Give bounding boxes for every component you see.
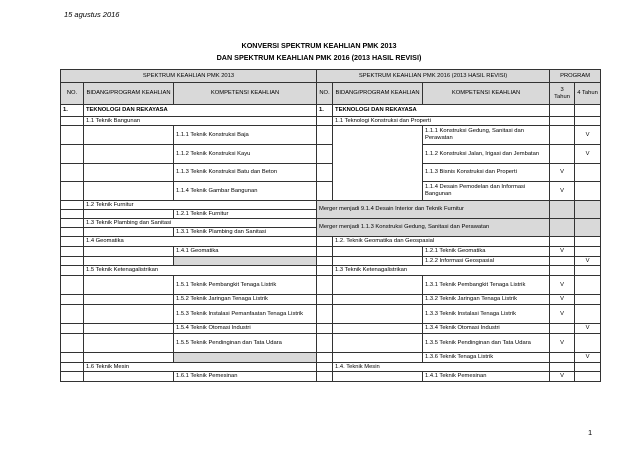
merger-note: Merger menjadi 1.1.3 Konstruksi Gedung, Sanitasi dan Perawatan — [317, 219, 550, 237]
table-row: 1.3 Teknik Plambing dan Sanitasi Merger menjadi 1.1.3 Konstruksi Gedung, Sanitasi dan Perawatan — [61, 219, 601, 228]
table-row: 1.4 Geomatika 1.2. Teknik Geomatika dan Geospasial — [61, 237, 601, 247]
table-row: 1.1.2 Teknik Konstruksi Kayu 1.1.2 Konstruksi Jalan, Irigasi dan Jembatan V — [61, 145, 601, 164]
header-row-2 — [61, 83, 601, 105]
header-bidang: BIDANG/PROGRAM KEAHLIAN — [84, 83, 174, 105]
header-3-tahun: 3 Tahun — [550, 83, 575, 105]
table-row: 1.5.5 Teknik Pendinginan dan Tata Udara 1.3.5 Teknik Pendinginan dan Tata Udara V — [61, 334, 601, 353]
document-date: 15 agustus 2016 — [64, 10, 120, 19]
header-no-2: NO. — [317, 83, 333, 105]
header-spektrum-2016: SPEKTRUM KEAHLIAN PMK 2016 (2013 HASIL REVISI) — [317, 70, 550, 83]
table-row: 1.1.3 Teknik Konstruksi Batu dan Beton 1.1.3 Bisnis Konstruksi dan Properti V — [61, 164, 601, 182]
table-row: 1.2 Teknik Furnitur Merger menjadi 9.1.4 Desain Interior dan Teknik Furnitur — [61, 201, 601, 210]
table-row: 1.6 Teknik Mesin 1.4. Teknik Mesin — [61, 363, 601, 372]
header-row-1 — [61, 70, 601, 83]
header-no: NO. — [61, 83, 84, 105]
table-row: 1.3.1 Teknik Plambing dan Sanitasi — [61, 228, 601, 237]
table-row: 1.5.1 Teknik Pembangkit Tenaga Listrik 1.3.1 Teknik Pembangkit Tenaga Listrik V — [61, 276, 601, 295]
table-row: 1.5.4 Teknik Otomasi Industri 1.3.4 Teknik Otomasi Industri V — [61, 324, 601, 334]
table-row: 1.3.6 Teknik Tenaga Listrik V — [61, 353, 601, 363]
table-row: 1. TEKNOLOGI DAN REKAYASA 1. TEKNOLOGI DAN REKAYASA — [61, 105, 601, 117]
conversion-table — [60, 69, 601, 382]
table-row: 1.4.1 Geomatika 1.2.1 Teknik Geomatika V — [61, 247, 601, 257]
table-row: 1.5.3 Teknik Instalasi Pemanfaatan Tenaga Listrik 1.3.3 Teknik Instalasi Tenaga Listrik V — [61, 305, 601, 324]
page-number: 1 — [588, 428, 593, 437]
header-spektrum-2013: SPEKTRUM KEAHLIAN PMK 2013 — [61, 70, 317, 83]
table-row: 1.1.1 Teknik Konstruksi Baja 1.1.1 Konstruksi Gedung, Sanitasi dan Perawatan V — [61, 126, 601, 145]
header-kompetensi-2: KOMPETENSI KEAHLIAN — [423, 83, 550, 105]
header-program: PROGRAM — [550, 70, 601, 83]
table-row: 1.1 Teknik Bangunan 1.1 Teknologi Konstruksi dan Properti — [61, 117, 601, 126]
table-row: 1.6.1 Teknik Pemesinan 1.4.1 Teknik Pemesinan V — [61, 372, 601, 382]
header-4-tahun: 4 Tahun — [575, 83, 601, 105]
table-row: 1.5.2 Teknik Jaringan Tenaga Listrik 1.3.2 Teknik Jaringan Tenaga Listrik V — [61, 295, 601, 305]
table-row: 1.2.2 Informasi Geospasial V — [61, 257, 601, 266]
table-row: 1.1.4 Teknik Gambar Bangunan 1.1.4 Desain Pemodelan dan Informasi Bangunan V — [61, 182, 601, 201]
table-row: 1.2.1 Teknik Furnitur — [61, 210, 601, 219]
document-title: KONVERSI SPEKTRUM KEAHLIAN PMK 2013 — [241, 41, 397, 50]
header-kompetensi: KOMPETENSI KEAHLIAN — [174, 83, 317, 105]
document-subtitle: DAN SPEKTRUM KEAHLIAN PMK 2016 (2013 HASIL REVISI) — [216, 53, 422, 62]
header-bidang-2: BIDANG/PROGRAM KEAHLIAN — [333, 83, 423, 105]
table-row: 1.5 Teknik Ketenagalistrikan 1.3 Teknik Ketenagalistrikan — [61, 266, 601, 276]
merger-note: Merger menjadi 9.1.4 Desain Interior dan Teknik Furnitur — [317, 201, 550, 219]
